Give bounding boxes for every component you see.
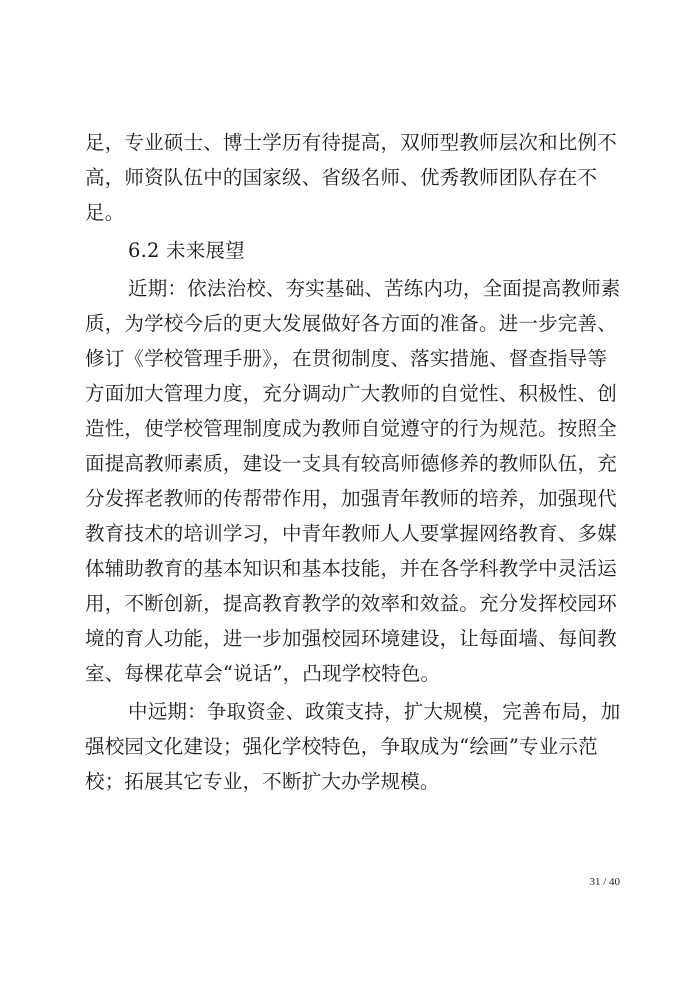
text-line: 面提高教师素质，建设一支具有较高师德修养的教师队伍，充 bbox=[85, 452, 617, 475]
paragraph-first-line: 近期：依法治校、夯实基础、苦练内功，全面提高教师素 bbox=[128, 277, 621, 300]
text-line: 境的育人功能，进一步加强校园环境建设，让每面墙、每间教 bbox=[85, 627, 617, 650]
section-heading: 6.2 未来展望 bbox=[128, 239, 245, 262]
text-line: 校；拓展其它专业，不断扩大办学规模。 bbox=[85, 770, 440, 793]
text-line: 造性，使学校管理制度成为教师自觉遵守的行为规范。按照全 bbox=[85, 417, 617, 440]
page-number: 31 / 40 bbox=[589, 876, 620, 888]
text-line: 高，师资队伍中的国家级、省级名师、优秀教师团队存在不 bbox=[85, 166, 598, 189]
text-line: 教育技术的培训学习，中青年教师人人要掌握网络教育、多媒 bbox=[85, 522, 617, 545]
text-line: 修订《学校管理手册》，在贯彻制度、落实措施、督查指导等 bbox=[85, 347, 608, 370]
text-line: 质，为学校今后的更大发展做好各方面的准备。进一步完善、 bbox=[85, 312, 617, 335]
paragraph-first-line: 中远期：争取资金、政策支持，扩大规模，完善布局，加 bbox=[128, 700, 621, 723]
text-line: 用，不断创新，提高教育教学的效率和效益。充分发挥校园环 bbox=[85, 592, 617, 615]
text-line: 分发挥老教师的传帮带作用，加强青年教师的培养，加强现代 bbox=[85, 487, 617, 510]
text-line: 足，专业硕士、博士学历有待提高，双师型教师层次和比例不 bbox=[85, 131, 617, 154]
text-line: 强校园文化建设；强化学校特色，争取成为“绘画”专业示范 bbox=[85, 735, 598, 758]
text-line: 足。 bbox=[85, 201, 125, 224]
text-line: 方面加大管理力度，充分调动广大教师的自觉性、积极性、创 bbox=[85, 382, 617, 405]
text-line: 室、每棵花草会“说话”，凸现学校特色。 bbox=[85, 662, 441, 685]
text-line: 体辅助教育的基本知识和基本技能，并在各学科教学中灵活运 bbox=[85, 557, 617, 580]
